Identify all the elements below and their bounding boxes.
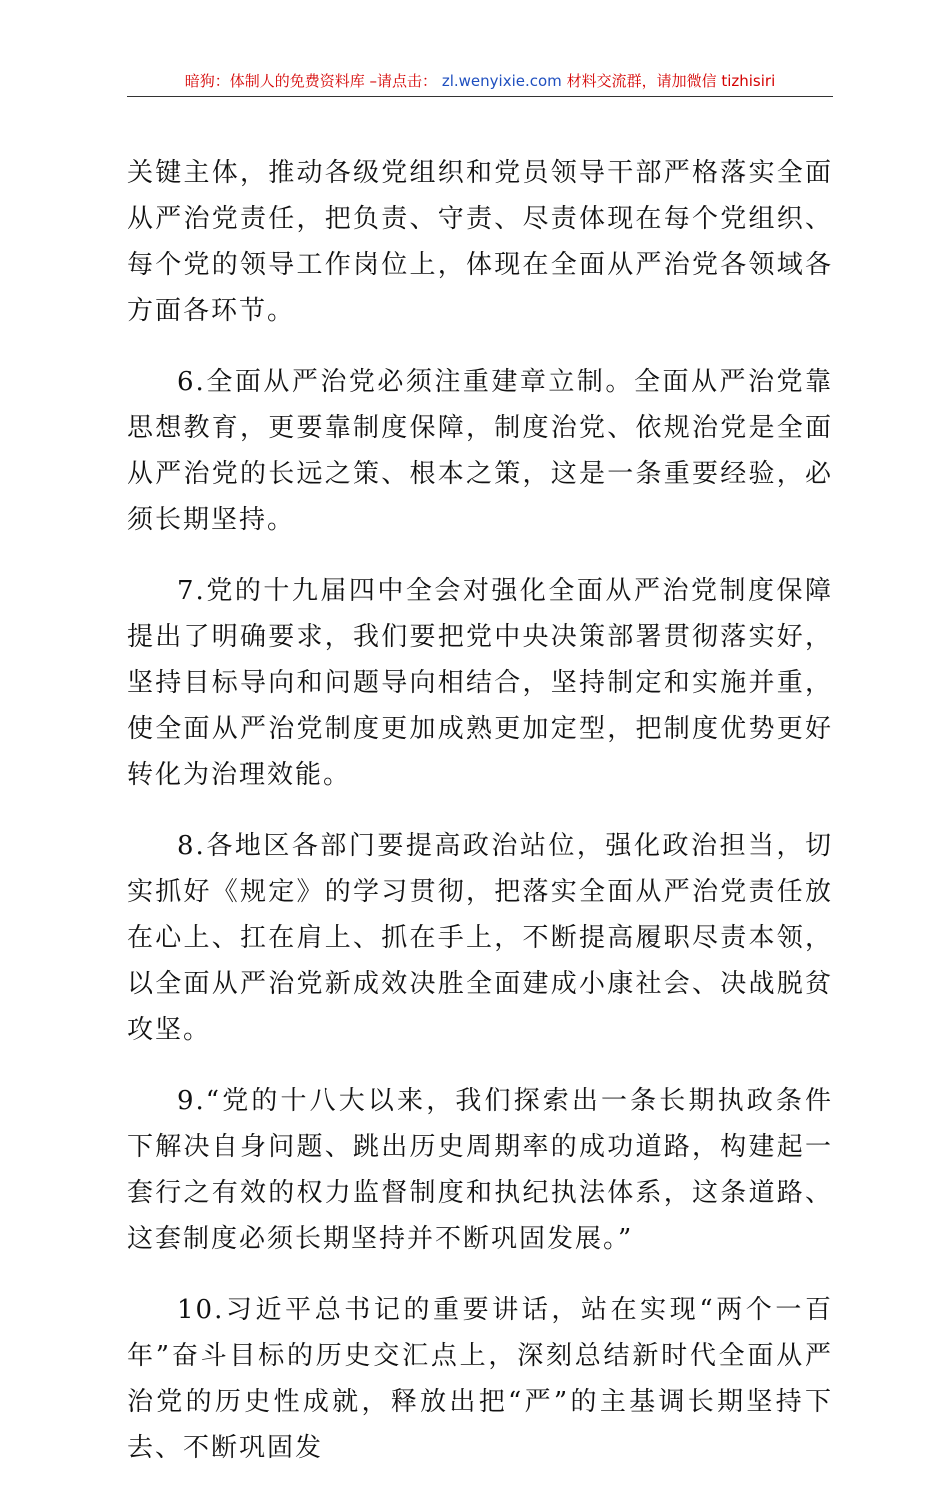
- paragraph-7: 7.党的十九届四中全会对强化全面从严治党制度保障提出了明确要求，我们要把党中央决策部署贯彻落实好，坚持目标导向和问题导向相结合，坚持制定和实施并重，使全面从严治党制度更加成熟更加定型，把制度优势更好转化为治理效能。: [127, 576, 833, 790]
- paragraph-9: 9.“党的十八大以来，我们探索出一条长期执政条件下解决自身问题、跳出历史周期率的成功道路，构建起一套行之有效的权力监督制度和执纪执法体系，这条道路、这套制度必须长期坚持并不断巩固发展。”: [127, 1086, 833, 1254]
- header-source-text: 暗狗：体制人的免费资料库: [184, 72, 365, 90]
- header-url-link[interactable]: zl.wenyixie.com: [441, 72, 562, 90]
- paragraph-10: 10.习近平总书记的重要讲话，站在实现“两个一百年”奋斗目标的历史交汇点上，深刻总结新时代全面从严治党的历史性成就，释放出把“严”的主基调长期坚持下去、不断巩固发: [127, 1295, 833, 1463]
- paragraph-continuation: 关键主体，推动各级党组织和党员领导干部严格落实全面从严治党责任，把负责、守责、尽责体现在每个党组织、每个党的领导工作岗位上，体现在全面从严治党各领域各方面各环节。: [127, 158, 833, 326]
- paragraph-8: 8.各地区各部门要提高政治站位，强化政治担当，切实抓好《规定》的学习贯彻，把落实全面从严治党责任放在心上、扛在肩上、抓在手上，不断提高履职尽责本领，以全面从严治党新成效决胜全面建成小康社会、决战脱贫攻坚。: [127, 831, 833, 1045]
- header-contact-text: 材料交流群，请加微信 tizhisiri: [566, 72, 776, 90]
- page-header: [127, 70, 833, 97]
- document-body: [127, 150, 833, 1496]
- paragraph-6: 6.全面从严治党必须注重建章立制。全面从严治党靠思想教育，更要靠制度保障，制度治党、依规治党是全面从严治党的长远之策、根本之策，这是一条重要经验，必须长期坚持。: [127, 367, 833, 535]
- header-prompt-text: –请点击：: [369, 72, 438, 90]
